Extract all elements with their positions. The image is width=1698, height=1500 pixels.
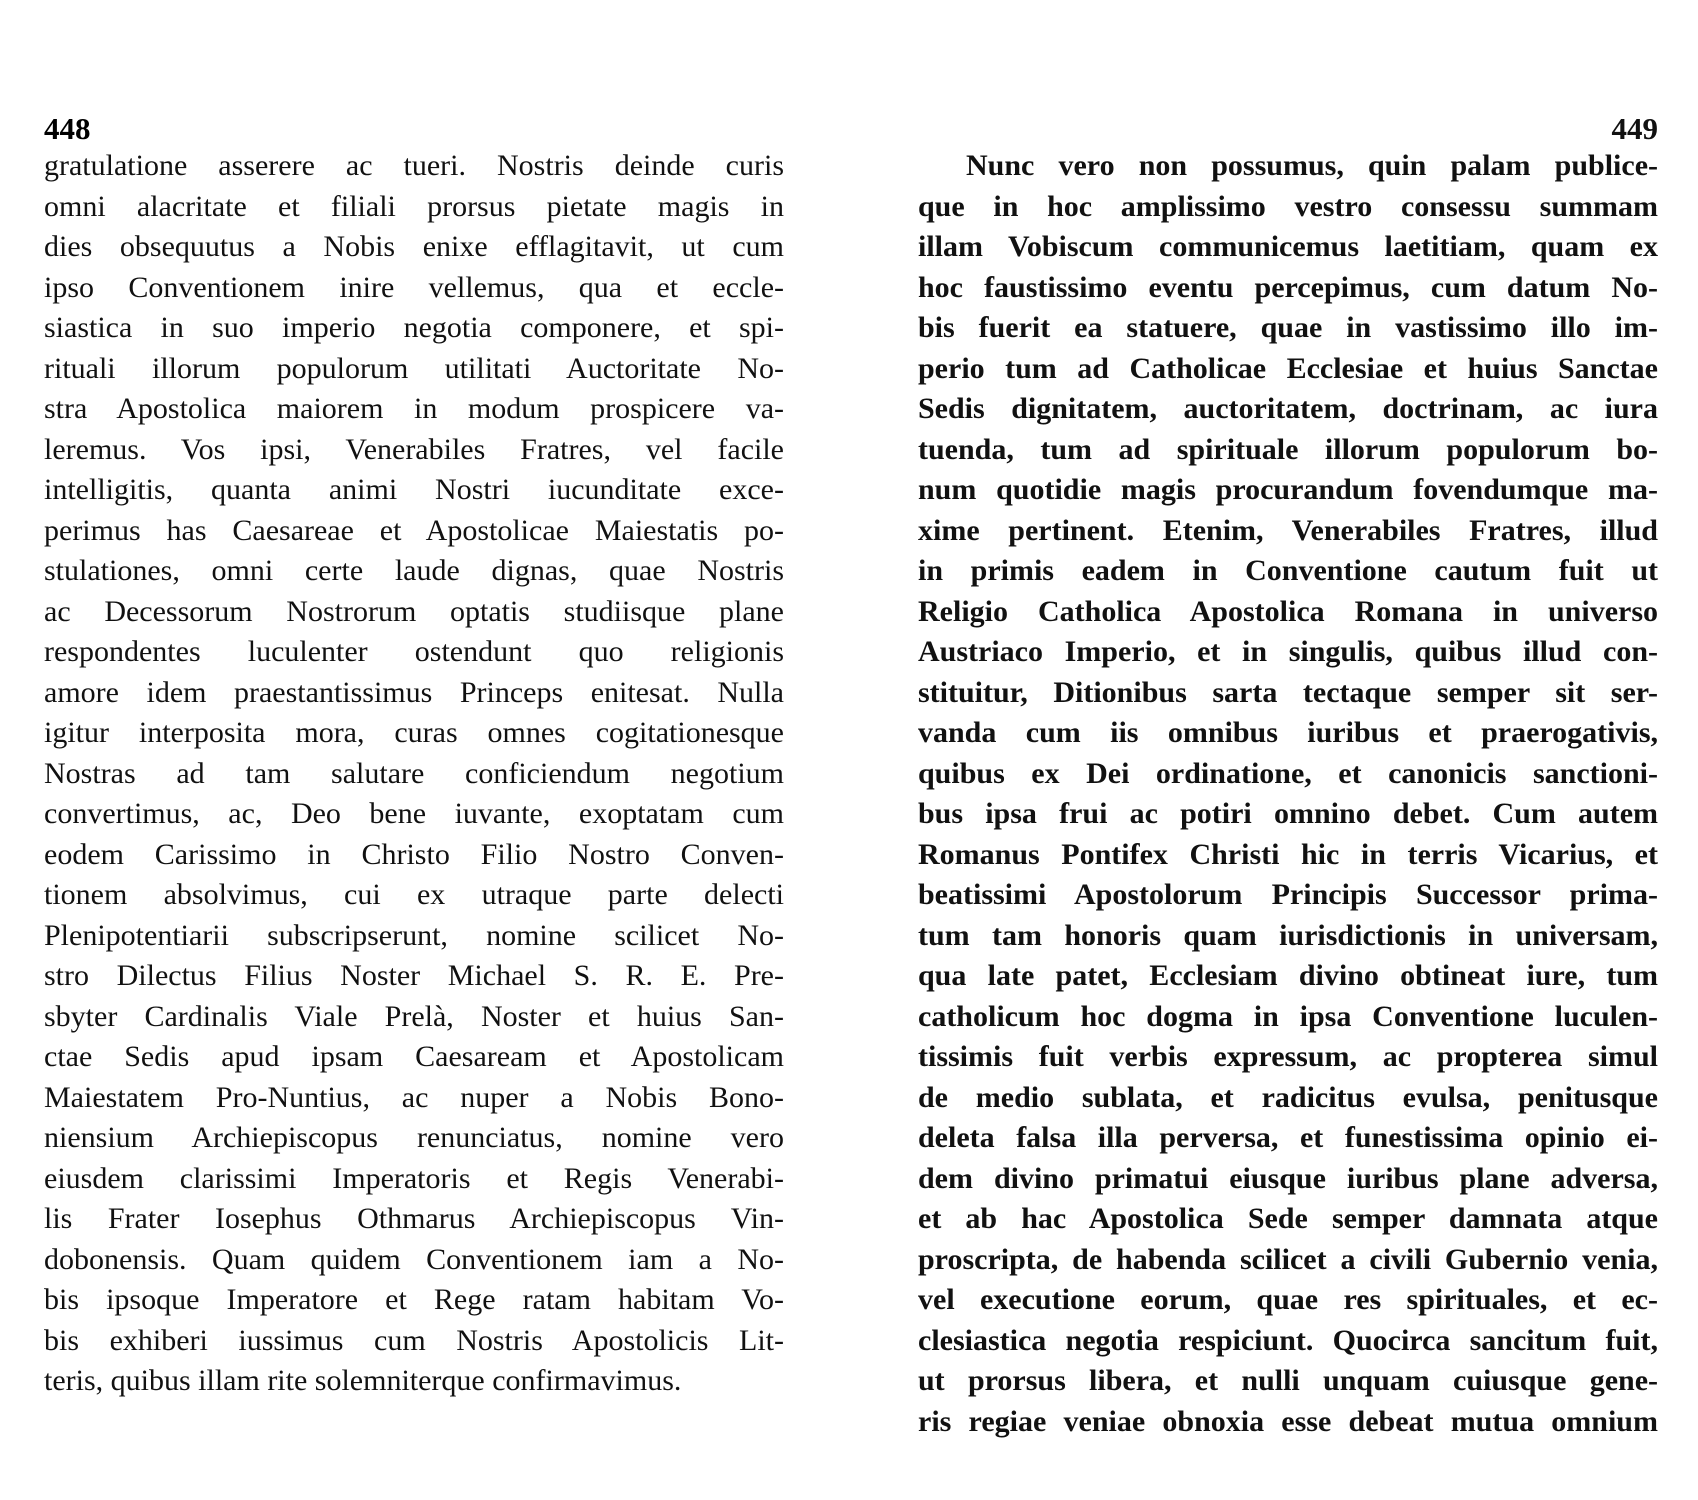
text-line: catholicum hoc dogma in ipsa Conventione luculen- (918, 999, 1658, 1033)
text-line: proscripta, de habenda scilicet a civili Gubernio venia, (918, 1242, 1658, 1276)
text-line: tum tam honoris quam iurisdictionis in universam, (918, 918, 1658, 952)
page-number-right: 449 (1611, 111, 1658, 146)
text-line: siastica in suo imperio negotia componere, et spi- (44, 311, 784, 344)
text-line: stituitur, Ditionibus sarta tectaque semper sit ser- (918, 675, 1658, 709)
text-line: teris, quibus illam rite solemniterque confirmavimus. (44, 1364, 682, 1397)
text-line: Nostras ad tam salutare conficiendum negotium (44, 756, 784, 790)
text-line: rituali illorum populorum utilitati Auctoritate No- (44, 351, 784, 385)
text-line: de medio sublata, et radicitus evulsa, penitusque (918, 1080, 1658, 1114)
text-line: niensium Archiepiscopus renunciatus, nomine vero (44, 1121, 784, 1154)
text-line: bis fuerit ea statuere, quae in vastissimo illo im- (918, 311, 1658, 344)
right-page-text (918, 146, 1658, 1442)
text-line: omni alacritate et filiali prorsus pietate magis in (44, 189, 784, 223)
left-page (44, 112, 784, 1402)
text-line: Sedis dignitatem, auctoritatem, doctrinam, ac iura (918, 392, 1658, 425)
text-line: ipso Conventionem inire vellemus, qua et eccle- (44, 270, 784, 304)
text-line: intelligitis, quanta animi Nostri iucunditate exce- (44, 473, 784, 506)
text-line: respondentes luculenter ostendunt quo religionis (44, 635, 784, 668)
text-line: ris regiae veniae obnoxia esse debeat mutua omnium (918, 1404, 1658, 1438)
text-line: tionem absolvimus, cui ex utraque parte delecti (44, 878, 784, 911)
text-line: lis Frater Iosephus Othmarus Archiepiscopus Vin- (44, 1202, 784, 1235)
text-line: Plenipotentiarii subscripserunt, nomine scilicet No- (44, 918, 784, 952)
text-line: Religio Catholica Apostolica Romana in universo (918, 594, 1658, 628)
text-line: dies obsequutus a Nobis enixe efflagitavit, ut cum (44, 230, 784, 263)
text-line: convertimus, ac, Deo bene iuvante, exoptatam cum (44, 797, 784, 830)
text-line: eodem Carissimo in Christo Filio Nostro Conven- (44, 837, 784, 871)
text-line: leremus. Vos ipsi, Venerabiles Fratres, vel facile (44, 432, 784, 466)
text-line: dobonensis. Quam quidem Conventionem iam a No- (44, 1242, 784, 1276)
text-line: num quotidie magis procurandum fovendumque ma- (918, 473, 1658, 506)
text-line: bus ipsa frui ac potiri omnino debet. Cum autem (918, 797, 1658, 830)
text-line: Romanus Pontifex Christi hic in terris Vicarius, et (918, 837, 1658, 871)
text-line: perimus has Caesareae et Apostolicae Maiestatis po- (44, 513, 784, 547)
text-line: xime pertinent. Etenim, Venerabiles Fratres, illud (918, 513, 1658, 547)
text-line: tissimis fuit verbis expressum, ac propterea simul (918, 1040, 1658, 1073)
text-line: in primis eadem in Conventione cautum fuit ut (918, 554, 1658, 587)
text-line: ctae Sedis apud ipsam Caesaream et Apostolicam (44, 1040, 784, 1073)
text-line: stra Apostolica maiorem in modum prospicere va- (44, 392, 784, 425)
text-line: deleta falsa illa perversa, et funestissima opinio ei- (918, 1121, 1658, 1154)
text-line: Nunc vero non possumus, quin palam publice- (966, 149, 1658, 182)
text-line: qua late patet, Ecclesiam divino obtineat iure, tum (918, 959, 1658, 992)
text-line: ac Decessorum Nostrorum optatis studiisque plane (44, 594, 784, 628)
text-line: gratulatione asserere ac tueri. Nostris deinde curis (44, 149, 784, 182)
text-line: amore idem praestantissimus Princeps enitesat. Nulla (44, 675, 784, 709)
text-line: tuenda, tum ad spirituale illorum populorum bo- (918, 432, 1658, 466)
text-line: quibus ex Dei ordinatione, et canonicis sanctioni- (918, 756, 1658, 790)
text-line: dem divino primatui eiusque iuribus plane adversa, (918, 1161, 1658, 1195)
text-line: et ab hac Apostolica Sede semper damnata atque (918, 1202, 1658, 1235)
text-line: beatissimi Apostolorum Principis Successor prima- (918, 878, 1658, 911)
text-line: eiusdem clarissimi Imperatoris et Regis Venerabi- (44, 1161, 784, 1195)
text-line: Maiestatem Pro-Nuntius, ac nuper a Nobis Bono- (44, 1080, 784, 1114)
text-line: Austriaco Imperio, et in singulis, quibus illud con- (918, 635, 1658, 668)
page-number-left: 448 (44, 111, 91, 146)
text-line: vel executione eorum, quae res spirituales, et ec- (918, 1283, 1658, 1316)
text-line: hoc faustissimo eventu percepimus, cum datum No- (918, 270, 1658, 304)
text-line: illam Vobiscum communicemus laetitiam, quam ex (918, 230, 1658, 263)
left-page-text (44, 146, 784, 1402)
text-line: clesiastica negotia respiciunt. Quocirca sancitum fuit, (918, 1323, 1658, 1357)
text-line: igitur interposita mora, curas omnes cogitationesque (44, 716, 784, 749)
text-line: perio tum ad Catholicae Ecclesiae et huius Sanctae (918, 351, 1658, 385)
text-line: que in hoc amplissimo vestro consessu summam (918, 189, 1658, 223)
text-line: stulationes, omni certe laude dignas, quae Nostris (44, 554, 784, 587)
text-line: sbyter Cardinalis Viale Prelà, Noster et huius San- (44, 999, 784, 1033)
text-line: vanda cum iis omnibus iuribus et praerogativis, (918, 716, 1658, 749)
text-line: bis exhiberi iussimus cum Nostris Apostolicis Lit- (44, 1323, 784, 1357)
right-page (918, 112, 1658, 1442)
text-line: bis ipsoque Imperatore et Rege ratam habitam Vo- (44, 1283, 784, 1316)
text-line: stro Dilectus Filius Noster Michael S. R. E. Pre- (44, 959, 784, 992)
text-line: ut prorsus libera, et nulli unquam cuiusque gene- (918, 1364, 1658, 1397)
